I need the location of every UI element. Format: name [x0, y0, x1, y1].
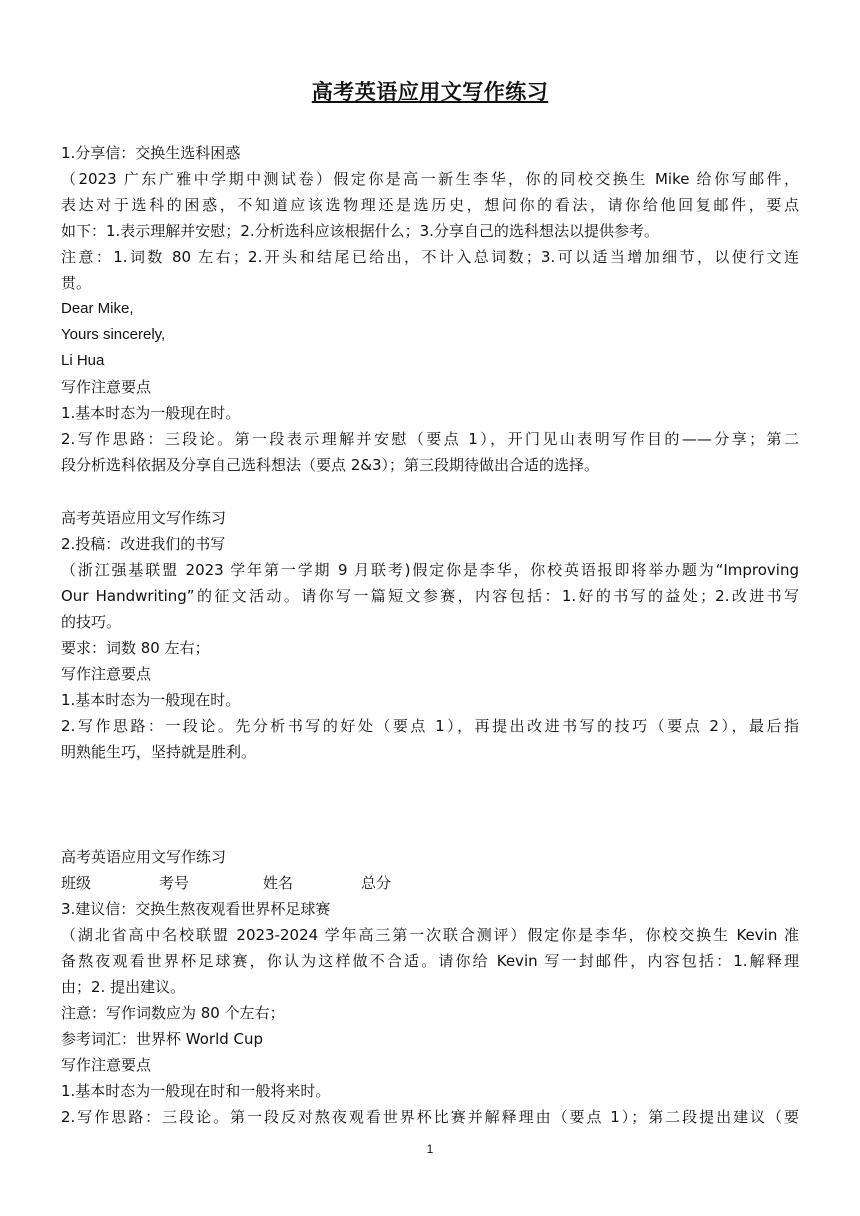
section1-prompt-line: （2023 广东广雅中学期中测试卷）假定你是高一新生李华，你的同校交换生 Mike 给你写邮件，: [61, 170, 799, 188]
page-title: 高考英语应用文写作练习: [311, 80, 549, 104]
section3-header: 高考英语应用文写作练习: [61, 848, 227, 866]
letter-closing: Yours sincerely,: [61, 326, 166, 343]
class-field-label: 班级: [61, 874, 92, 892]
section2-heading: 2.投稿：改进我们的书写: [61, 535, 226, 553]
page-number: 1: [426, 1142, 434, 1156]
section1-note-line: 注意：1.词数 80 左右；2.开头和结尾已给出，不计入总词数；3.可以适当增加细节，以使行文连: [61, 248, 799, 266]
section2-tips-heading: 写作注意要点: [61, 665, 152, 683]
section2-tip: 2.写作思路：一段论。先分析书写的好处（要点 1），再提出改进书写的技巧（要点 2），最后指: [61, 717, 799, 735]
section2-prompt-line: （浙江强基联盟 2023 学年第一学期 9 月联考)假定你是李华，你校英语报即将举办题为“Improving: [61, 561, 799, 579]
section3-tips-heading: 写作注意要点: [61, 1056, 152, 1074]
section3-vocab: 参考词汇：世界杯 World Cup: [61, 1030, 264, 1048]
exam-number-field-label: 考号: [159, 874, 190, 892]
section1-note-line: 贯。: [61, 274, 92, 292]
section2-prompt-line: 的技巧。: [61, 613, 122, 631]
section1-prompt-line: 表达对于选科的困惑，不知道应该选物理还是选历史，想问你的看法，请你给他回复邮件，要点: [61, 196, 799, 214]
section3-tip: 1.基本时态为一般现在时和一般将来时。: [61, 1082, 331, 1100]
section1-prompt-line: 如下：1.表示理解并安慰；2.分析选科应该根据什么；3.分享自己的选科想法以提供参考。: [61, 222, 659, 240]
letter-signature: Li Hua: [61, 352, 105, 369]
section3-tip: 2.写作思路：三段论。第一段反对熬夜观看世界杯比赛并解释理由（要点 1）；第二段提出建议（要: [61, 1108, 799, 1126]
section2-tip: 1.基本时态为一般现在时。: [61, 691, 241, 709]
section3-prompt-line: 由；2. 提出建议。: [61, 978, 186, 996]
section3-prompt-line: （湖北省高中名校联盟 2023-2024 学年高三第一次联合测评）假定你是李华，你校交换生 Kevin 准: [61, 926, 799, 944]
section2-requirement: 要求：词数 80 左右；: [61, 639, 210, 657]
section2-prompt-line: Our Handwriting”的征文活动。请你写一篇短文参赛，内容包括：1.好的书写的益处；2.改进书写: [61, 587, 799, 605]
name-field-label: 姓名: [263, 874, 294, 892]
section2-tip: 明熟能生巧，坚持就是胜利。: [61, 743, 257, 761]
section3-prompt-line: 备熬夜观看世界杯足球赛，你认为这样做不合适。请你给 Kevin 写一封邮件，内容包括：1.解释理: [61, 952, 799, 970]
section2-header: 高考英语应用文写作练习: [61, 509, 227, 527]
student-info-fields: [61, 873, 391, 893]
letter-greeting: Dear Mike,: [61, 300, 134, 317]
section1-tips-heading: 写作注意要点: [61, 378, 152, 396]
section1-tip: 1.基本时态为一般现在时。: [61, 404, 241, 422]
section3-heading: 3.建议信：交换生熬夜观看世界杯足球赛: [61, 900, 331, 918]
section1-heading: 1.分享信：交换生选科困惑: [61, 144, 241, 162]
section1-tip: 段分析选科依据及分享自己选科想法（要点 2&3）；第三段期待做出合适的选择。: [61, 456, 600, 474]
section3-note: 注意：写作词数应为 80 个左右；: [61, 1004, 285, 1022]
total-score-field-label: 总分: [361, 874, 392, 892]
section1-tip: 2.写作思路：三段论。第一段表示理解并安慰（要点 1），开门见山表明写作目的——分享；第二: [61, 430, 799, 448]
